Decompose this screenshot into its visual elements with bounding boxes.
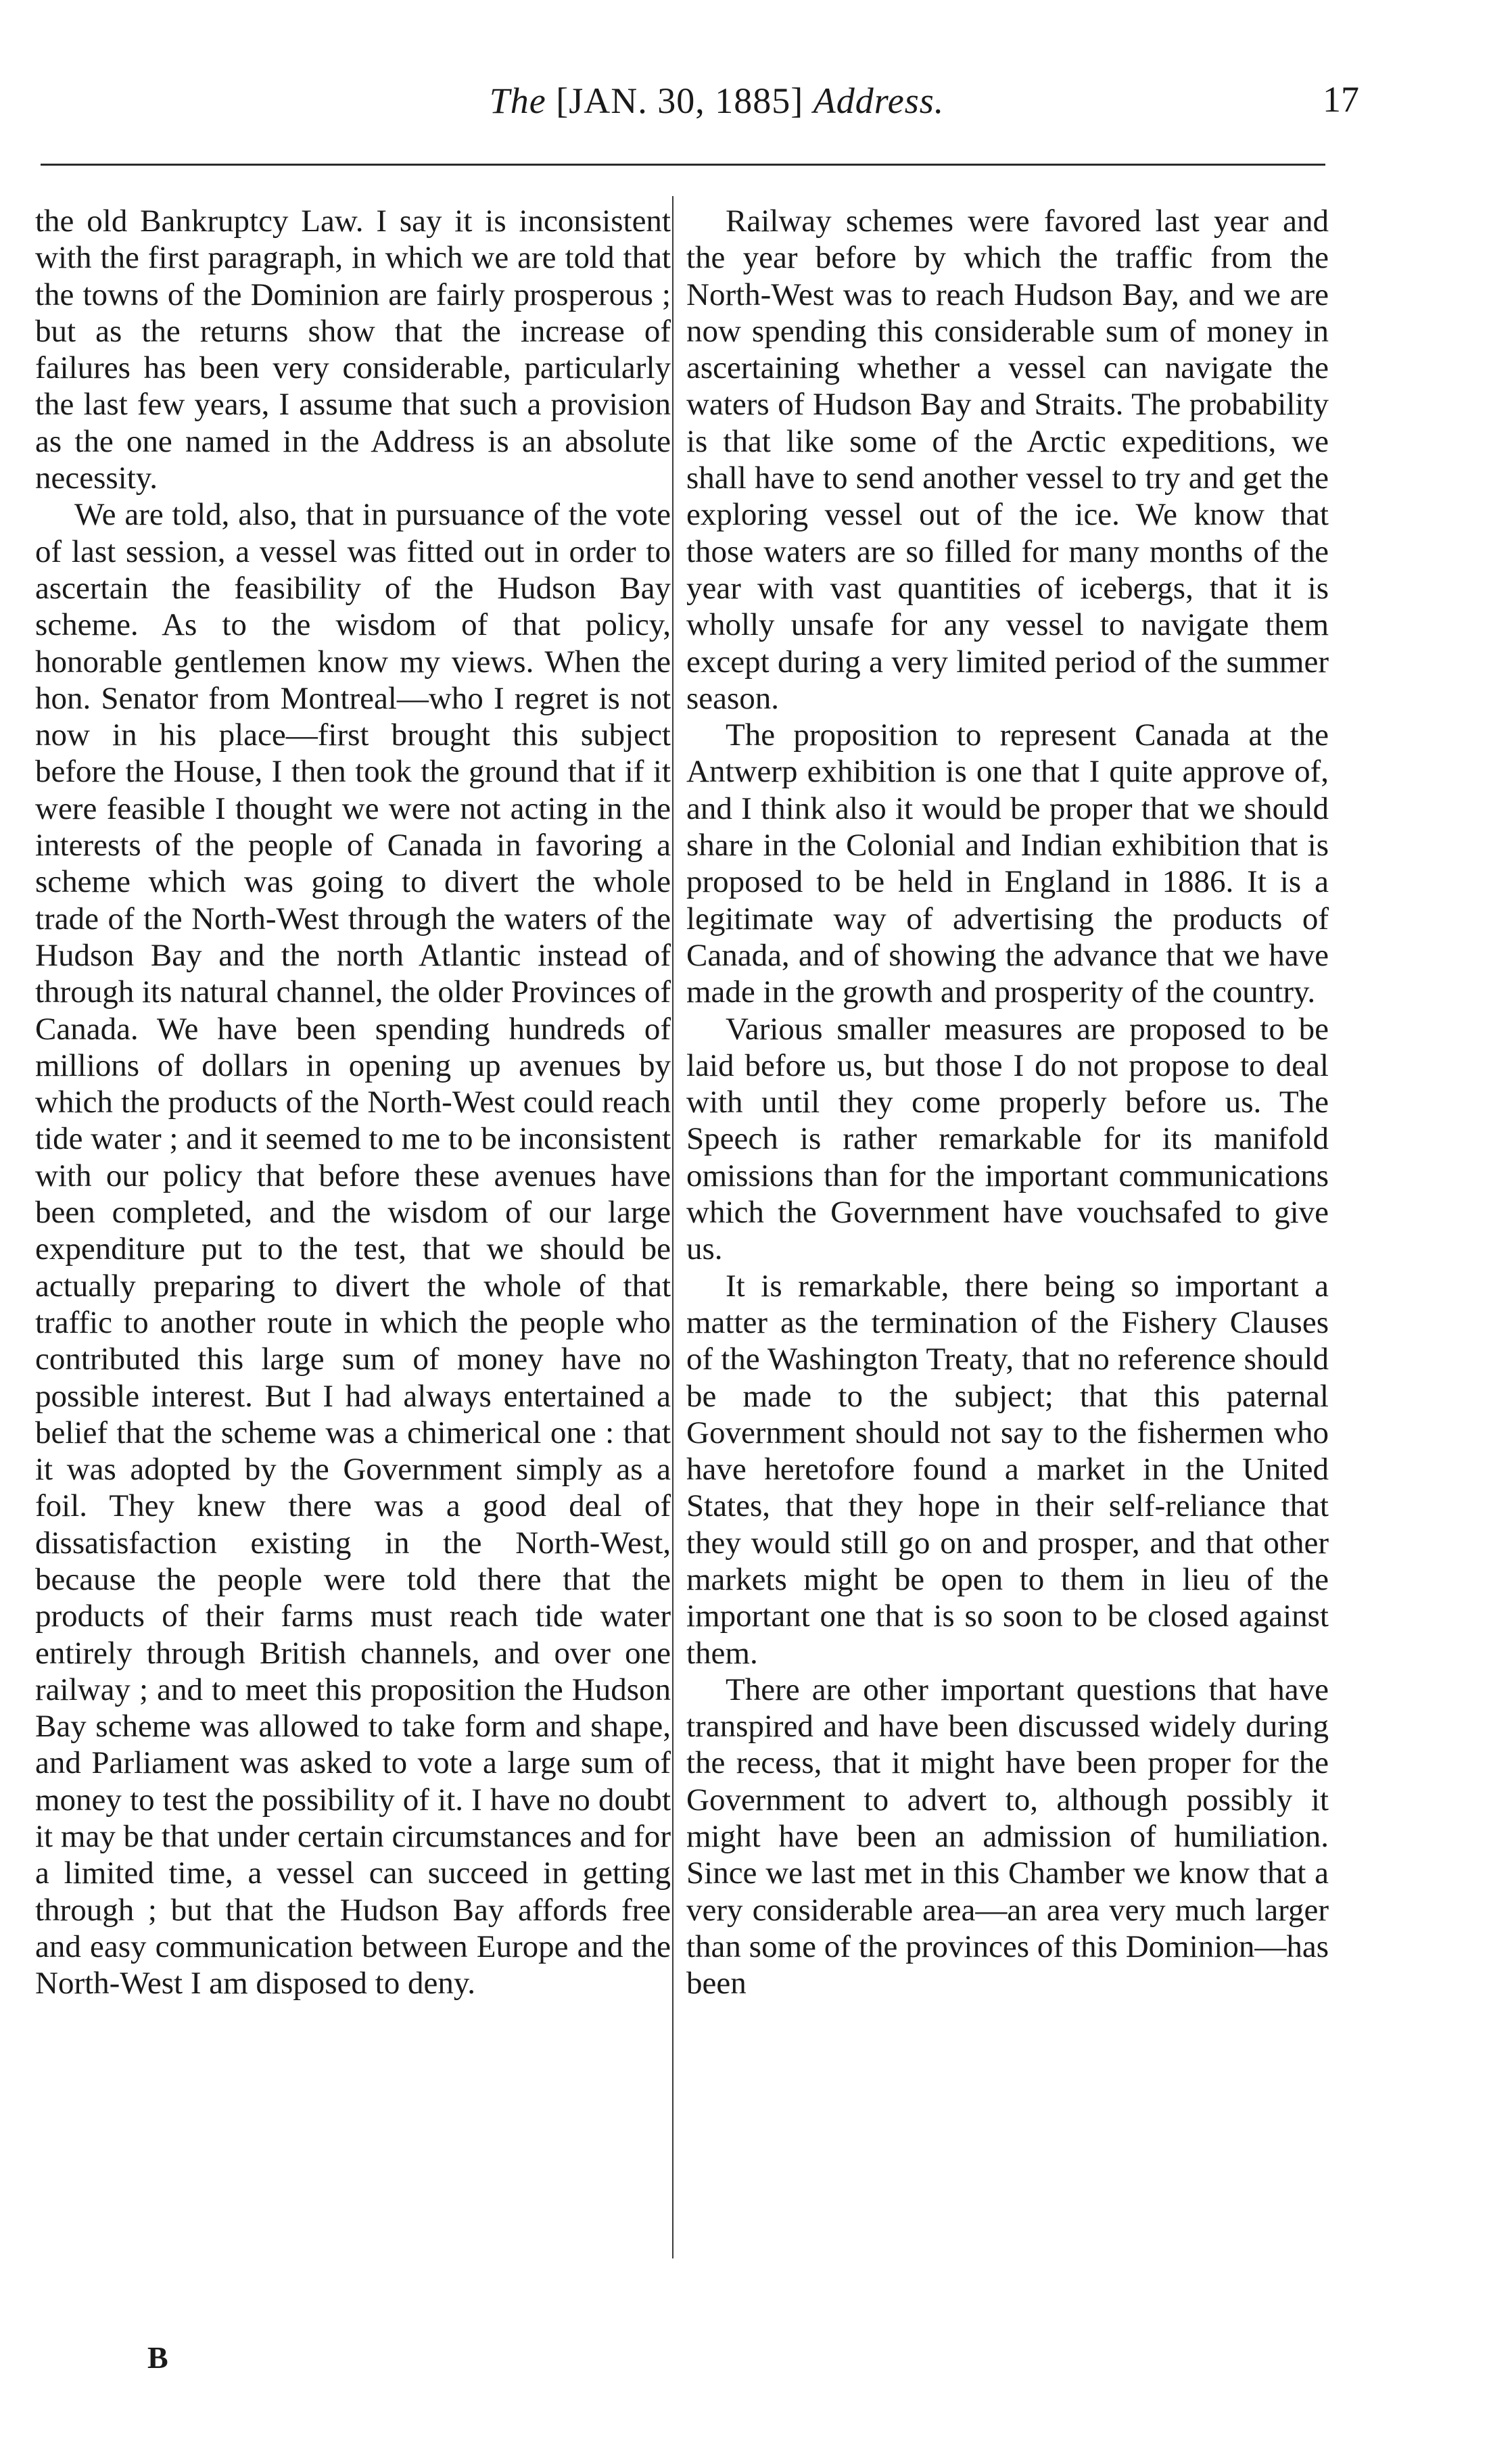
header-word-the: The [489,80,546,121]
signature-mark: B [147,2340,168,2375]
paragraph: There are other important questions that have transpired and have been discussed widely during the recess, that it might have been proper for the Government to advert to, although possibly it might have been an admission of humiliation. Since we last met in this Chamber we know that a very considerable area—an area very much larger than some of the provinces of this Dominion—has been [686,1672,1329,2001]
paragraph: It is remarkable, there being so important a matter as the termination of the Fishery Clauses of the Washington Treaty, that no reference should be made to the subject; that this paternal Government should not say to the fishermen who have heretofore found a market in the United States, that they hope in their self-reliance that they would still go on and prosper, and that other markets might be open to them in lieu of the important one that is so soon to be closed against them. [686,1268,1329,1671]
running-header [379,80,1055,122]
paragraph: the old Bankruptcy Law. I say it is inconsistent with the first paragraph, in which we are told that the towns of the Dominion are fairly prosperous ; but as the returns show that the increase of failures has been very considerable, particularly the last few years, I assume that such a provision as the one named in the Address is an absolute necessity. [35,204,671,496]
paragraph: The proposition to represent Canada at the Antwerp exhibition is one that I quite approve of, and I think also it would be proper that we should share in the Colonial and Indian exhibition that is proposed to be held in England in 1886. It is a legitimate way of advertising the products of Canada, and of showing the advance that we have made in the growth and prosperity of the country. [686,717,1329,1010]
header-word-address: Address. [813,80,945,121]
column-divider [672,196,673,2258]
left-column [35,203,671,2002]
header-date: [JAN. 30, 1885] [556,80,804,121]
page-number: 17 [1323,79,1359,120]
header-rule [41,164,1325,166]
paragraph: We are told, also, that in pursuance of the vote of last session, a vessel was fitted out in order to ascertain the feasibility of the Hudson Bay scheme. As to the wisdom of that policy, honorable gentlemen know my views. When the hon. Senator from Montreal—who I regret is not now in his place—first brought this subject before the House, I then took the ground that if it were feasible I thought we were not acting in the interests of the people of Canada in favoring a scheme which was going to divert the whole trade of the North-West through the waters of the Hudson Bay and the north Atlantic instead of through its natural channel, the older Provinces of Canada. We have been spending hundreds of millions of dollars in opening up avenues by which the products of the North-West could reach tide water ; and it seemed to me to be inconsistent with our policy that before these avenues have been completed, and the wisdom of our large expenditure put to the test, that we should be actually preparing to divert the whole of that traffic to another route in which the people who contributed this large sum of money have no possible interest. But I had always entertained a belief that the scheme was a chimerical one : that it was adopted by the Government simply as a foil. They knew there was a good deal of dissatisfaction existing in the North-West, because the people were told there that the products of their farms must reach tide water entirely through British channels, and over one railway ; and to meet this proposition the Hudson Bay scheme was allowed to take form and shape, and Parliament was asked to vote a large sum of money to test the possibility of it. I have no doubt it may be that under certain circumstances and for a limited time, a vessel can succeed in getting through ; but that the Hudson Bay affords free and easy communication between Europe and the North-West I am disposed to deny. [35,497,671,2001]
right-column [686,203,1329,2002]
paragraph: Railway schemes were favored last year and the year before by which the traffic from the North-West was to reach Hudson Bay, and we are now spending this considerable sum of money in ascertaining whether a vessel can navigate the waters of Hudson Bay and Straits. The probability is that like some of the Arctic expeditions, we shall have to send another vessel to try and get the exploring vessel out of the ice. We know that those waters are so filled for many months of the year with vast quantities of icebergs, that it is wholly unsafe for any vessel to navigate them except during a very limited period of the summer season. [686,204,1329,716]
paragraph: Various smaller measures are proposed to be laid before us, but those I do not propose to deal with until they come properly before us. The Speech is rather remarkable for its manifold omissions than for the important communications which the Government have vouchsafed to give us. [686,1011,1329,1267]
